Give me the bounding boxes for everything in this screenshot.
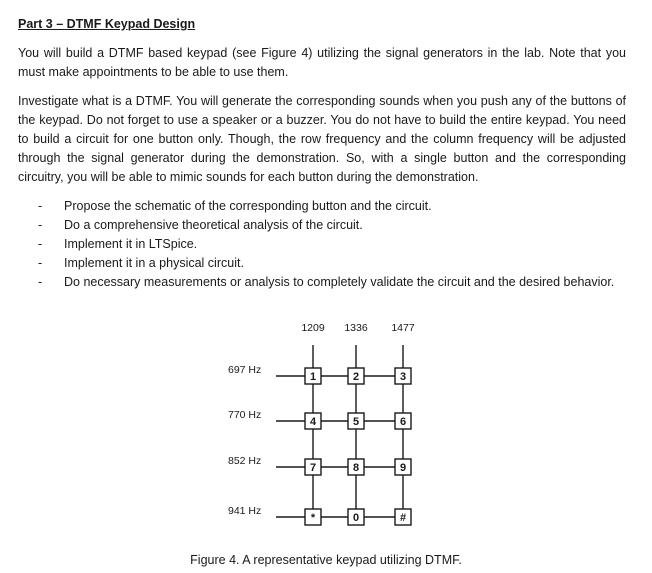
section-heading: Part 3 – DTMF Keypad Design — [18, 17, 196, 31]
task-text: Do a comprehensive theoretical analysis of the circuit. — [64, 218, 363, 232]
keypad-key-label: 3 — [399, 371, 407, 383]
task-text: Implement it in a physical circuit. — [64, 256, 244, 270]
task-text: Implement it in LTSpice. — [64, 237, 198, 251]
column-frequency-label: 1477 — [391, 322, 415, 334]
keypad-key-label: 7 — [309, 462, 317, 474]
keypad-key-label: 4 — [309, 416, 317, 428]
keypad-key-label: 5 — [352, 416, 360, 428]
row-frequency-label: 852 Hz — [228, 455, 262, 467]
column-frequency-label: 1209 — [301, 322, 325, 334]
bullet-dash: - — [38, 218, 43, 232]
row-frequency-label: 770 Hz — [228, 409, 262, 421]
keypad-key-label: * — [310, 512, 316, 524]
bullet-dash: - — [38, 237, 43, 251]
figure-caption: Figure 4. A representative keypad utilizing DTMF. — [190, 553, 462, 567]
keypad-key-label: 0 — [352, 512, 360, 524]
bullet-dash: - — [38, 275, 43, 289]
keypad-key-label: 2 — [352, 371, 360, 383]
keypad-key-label: 1 — [309, 371, 317, 383]
keypad-key-label: 6 — [399, 416, 407, 428]
column-frequency-label: 1336 — [344, 322, 368, 334]
bullet-dash: - — [38, 199, 43, 213]
keypad-key-label: 8 — [352, 462, 360, 474]
task-text: Propose the schematic of the corresponding button and the circuit. — [64, 199, 432, 213]
keypad-key-label: 9 — [399, 462, 407, 474]
bullet-dash: - — [38, 256, 43, 270]
intro-paragraph: You will build a DTMF based keypad (see Figure 4) utilizing the signal generators in the lab. Note that you must make appointments to be able to use them. — [18, 46, 626, 79]
row-frequency-label: 697 Hz — [228, 364, 262, 376]
task-text: Do necessary measurements or analysis to completely validate the circuit and the desired behavior. — [64, 275, 615, 289]
instructions-paragraph: Investigate what is a DTMF. You will generate the corresponding sounds when you push any of the buttons of the keypad. Do not forget to use a speaker or a buzzer. You do not have to build the entire keypad. You need to build a circuit for one button only. Though, the row frequency and the column frequency will be adjusted through the signal generator during the demonstration. So, with a single button and the corresponding circuitry, you will be able to mimic sounds for each button during the demonstration. — [18, 94, 626, 184]
keypad-key-label: # — [399, 512, 407, 524]
row-frequency-label: 941 Hz — [228, 505, 262, 517]
